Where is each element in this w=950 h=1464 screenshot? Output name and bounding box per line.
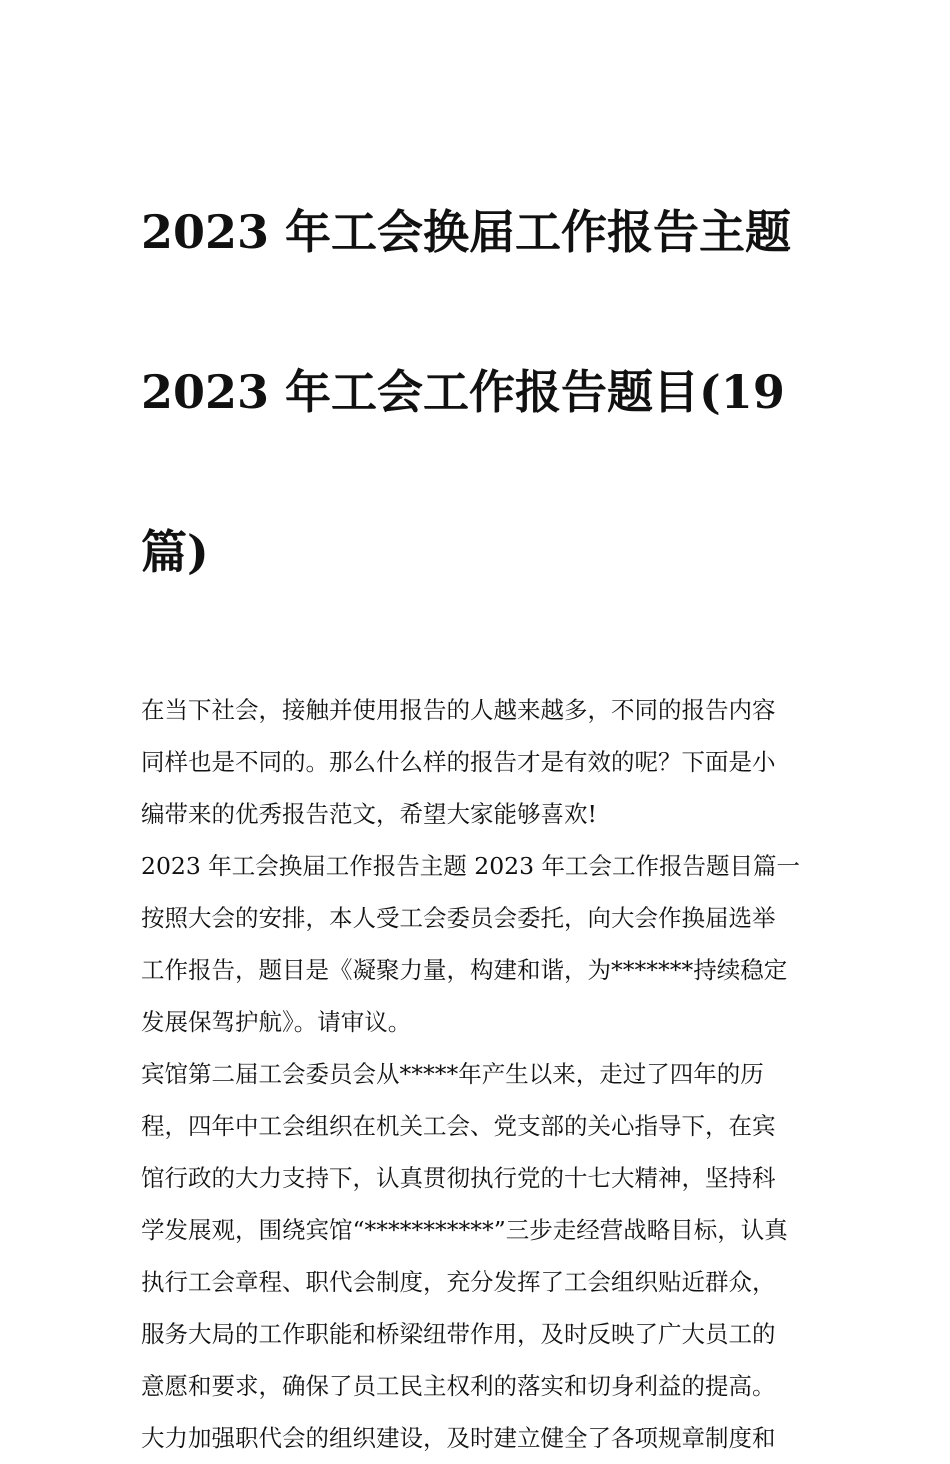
text-line: 2023 年工会换届工作报告主题 2023 年工会工作报告题目篇一	[141, 852, 801, 880]
text-line: 程，四年中工会组织在机关工会、党支部的关心指导下，在宾	[141, 1112, 776, 1140]
text-line: 宾馆第二届工会委员会从*****年产生以来，走过了四年的历	[141, 1060, 764, 1088]
text-line: 执行工会章程、职代会制度，充分发挥了工会组织贴近群众，	[141, 1268, 776, 1296]
text-line: 编带来的优秀报告范文，希望大家能够喜欢!	[141, 800, 597, 828]
text-line: 学发展观，围绕宾馆“***********”三步走经营战略目标，认真	[141, 1216, 788, 1244]
text-line: 发展保驾护航》。请审议。	[141, 1008, 412, 1036]
text-line: 服务大局的工作职能和桥梁纽带作用，及时反映了广大员工的	[141, 1320, 776, 1348]
intro-paragraph	[141, 684, 821, 840]
text-line: 意愿和要求，确保了员工民主权利的落实和切身利益的提高。	[141, 1372, 776, 1400]
body-paragraph	[141, 892, 821, 1048]
text-line: 大力加强职代会的组织建设，及时建立健全了各项规章制度和	[141, 1424, 776, 1452]
document-page	[141, 112, 821, 1464]
title-line: 2023 年工会换届工作报告主题	[141, 205, 792, 259]
text-line: 同样也是不同的。那么什么样的报告才是有效的呢？下面是小	[141, 748, 776, 776]
text-line: 按照大会的安排，本人受工会委员会委托，向大会作换届选举	[141, 904, 776, 932]
title-line: 2023 年工会工作报告题目(19	[141, 365, 785, 419]
body-paragraph	[141, 1048, 821, 1464]
text-line: 工作报告，题目是《凝聚力量，构建和谐，为*******持续稳定	[141, 956, 788, 984]
section-heading	[141, 840, 821, 892]
title-line: 篇)	[141, 525, 209, 579]
text-line: 馆行政的大力支持下，认真贯彻执行党的十七大精神，坚持科	[141, 1164, 776, 1192]
document-title	[141, 112, 821, 672]
text-line: 在当下社会，接触并使用报告的人越来越多，不同的报告内容	[141, 696, 776, 724]
